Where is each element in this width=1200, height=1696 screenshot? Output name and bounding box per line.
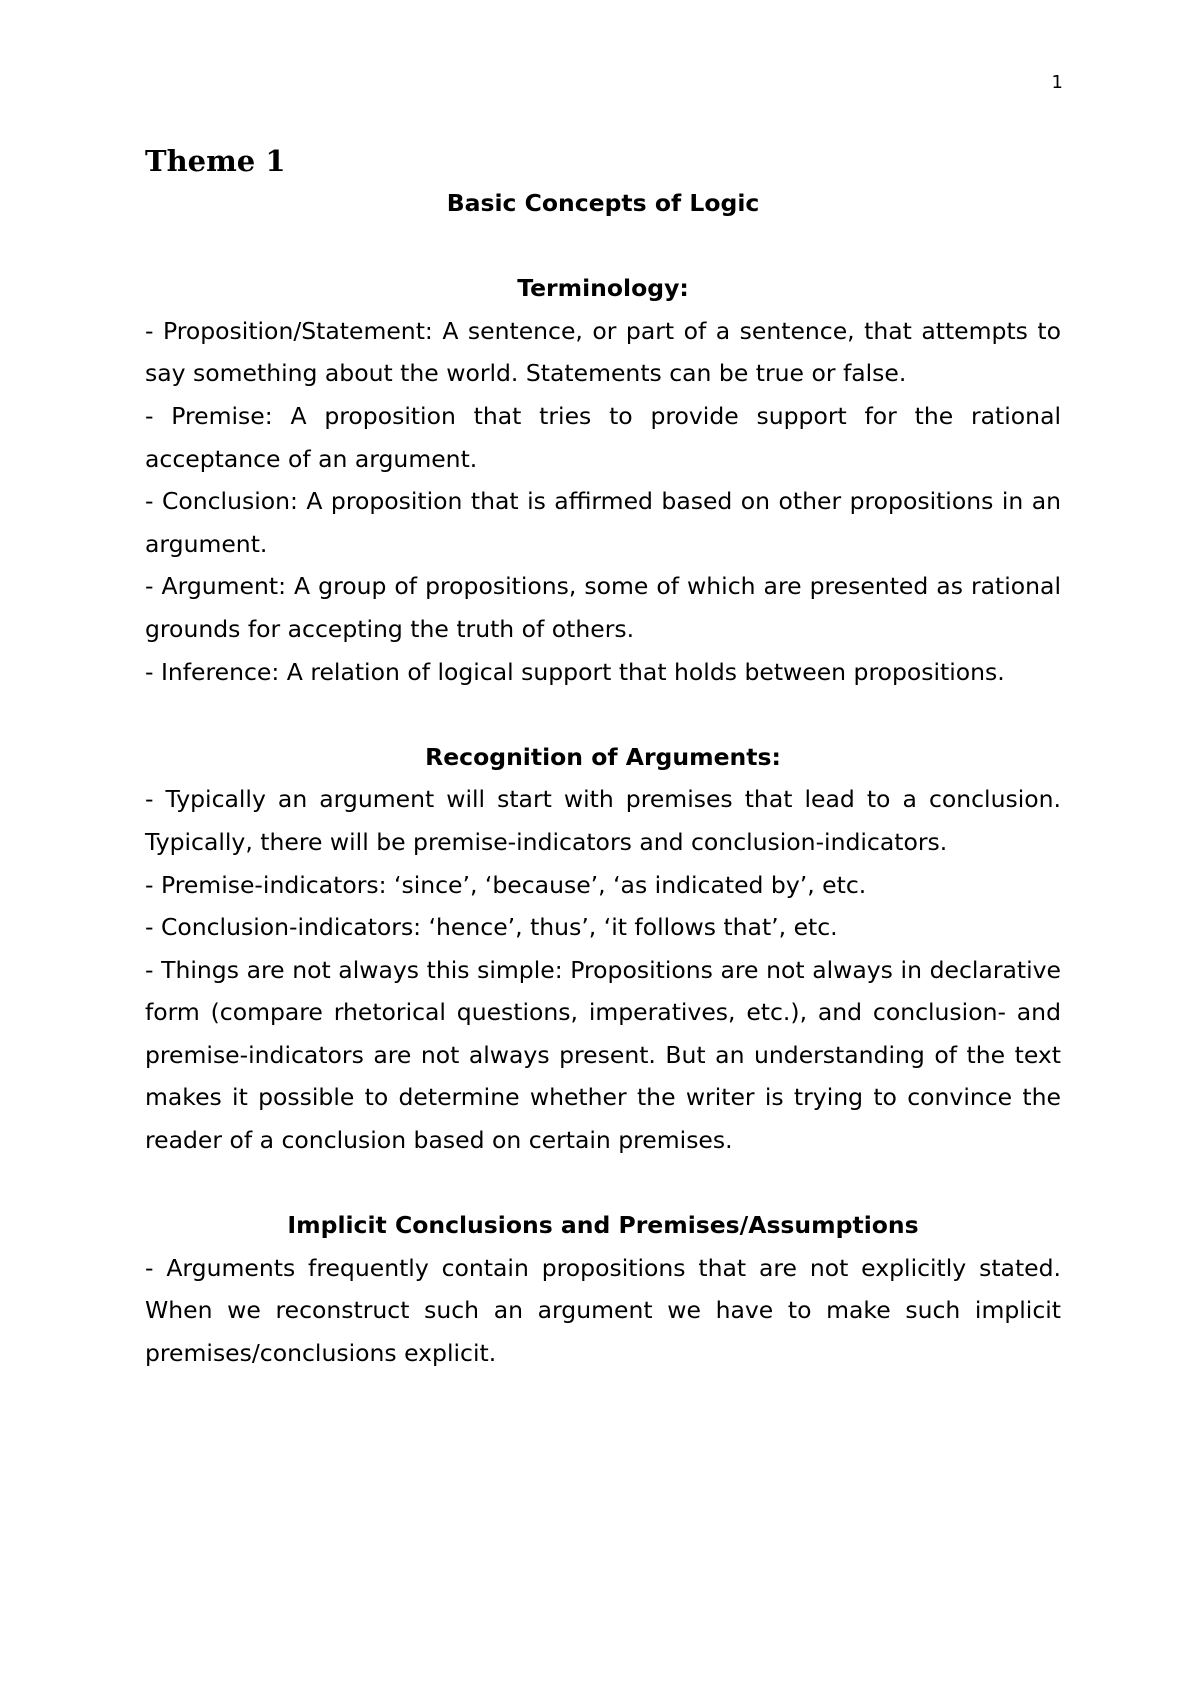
paragraph-conclusion-indicators: - Conclusion-indicators: ‘hence’, thus’, ‘it follows that’, etc.: [145, 913, 838, 942]
paragraph-typically: - Typically an argument will start with premises that lead to a conclusion. Typically, there will be premise-indicators and conclusion-indicators.: [145, 785, 1061, 856]
page-number: 1: [1051, 72, 1063, 93]
spacer: [145, 693, 1061, 736]
paragraph-premise-indicators: - Premise-indicators: ‘since’, ‘because’, ‘as indicated by’, etc.: [145, 870, 867, 899]
paragraph-premise: - Premise: A proposition that tries to provide support for the rational acceptance of an argument.: [145, 401, 1061, 473]
spacer: [145, 225, 1061, 268]
section-heading-recognition: Recognition of Arguments:: [425, 742, 781, 771]
theme-title: Theme 1: [145, 144, 286, 178]
paragraph-inference: - Inference: A relation of logical support that holds between propositions.: [145, 657, 1005, 686]
section-heading-implicit: Implicit Conclusions and Premises/Assumptions: [287, 1211, 919, 1240]
paragraph-conclusion: - Conclusion: A proposition that is affirmed based on other propositions in an argument.: [145, 487, 1061, 558]
paragraph-argument: - Argument: A group of propositions, some of which are presented as rational grounds for accepting the truth of others.: [145, 572, 1061, 643]
spacer: [145, 1162, 1061, 1205]
paragraph-proposition: - Proposition/Statement: A sentence, or part of a sentence, that attempts to say something about the world. Statements can be true or false.: [145, 316, 1061, 388]
document-body: [145, 182, 1061, 1375]
section-heading-terminology: Terminology:: [517, 274, 689, 303]
main-heading: Basic Concepts of Logic: [446, 189, 760, 217]
paragraph-not-simple: - Things are not always this simple: Propositions are not always in declarative form (compare rhetorical questions, imperatives, etc.), and conclusion- and premise-indicators are not always present. But an understanding of the text makes it possible to determine whether the writer is trying to convince the reader of a conclusion based on certain premises.: [145, 955, 1061, 1155]
paragraph-implicit: - Arguments frequently contain propositions that are not explicitly stated. When we reconstruct such an argument we have to make such implicit premises/conclusions explicit.: [145, 1253, 1061, 1368]
